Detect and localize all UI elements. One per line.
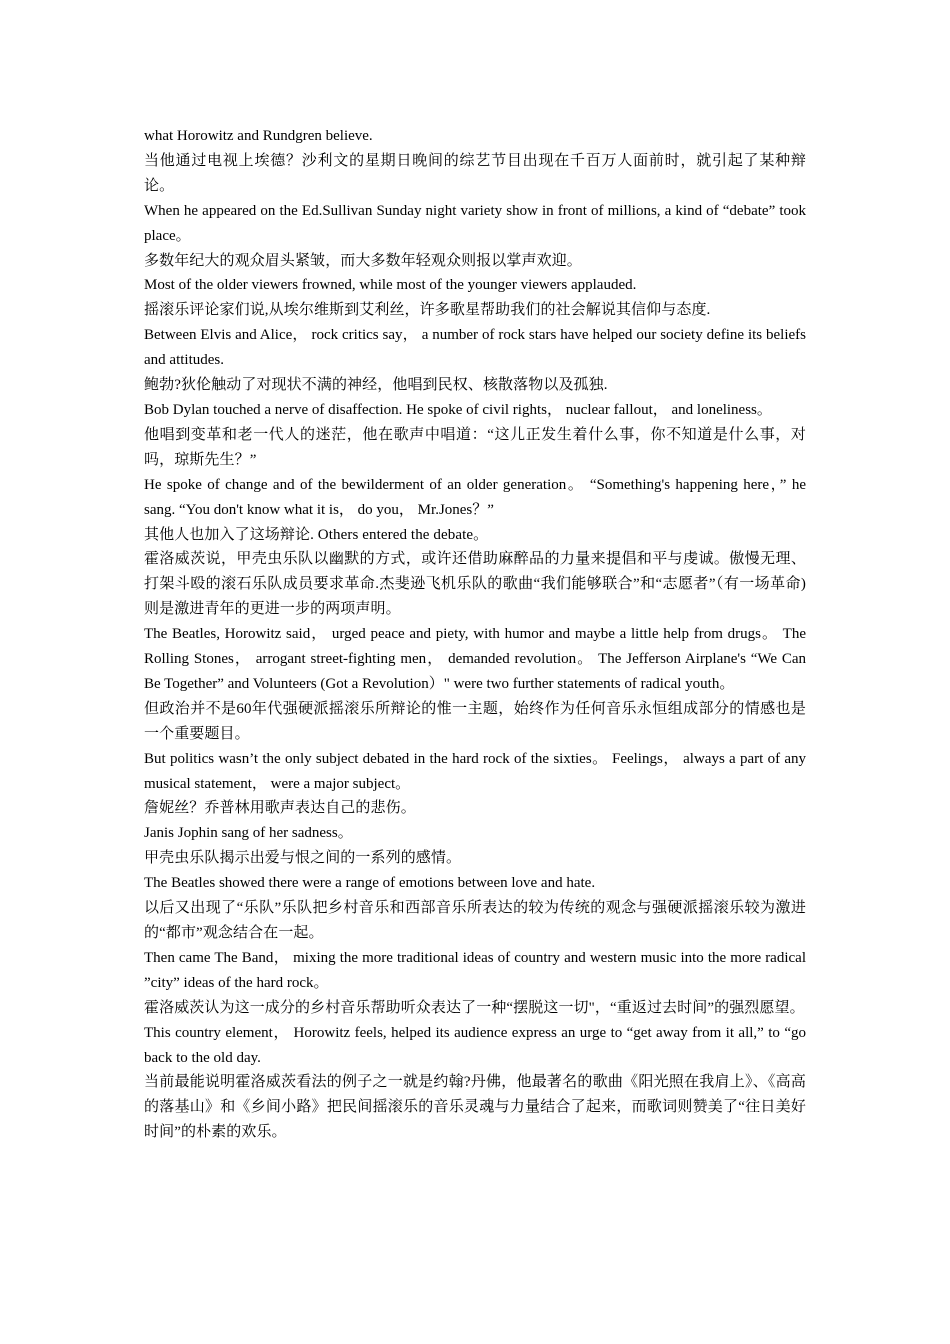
paragraph: 以后又出现了“乐队”乐队把乡村音乐和西部音乐所表达的较为传统的观念与强硬派摇滚乐较为激进的“都市”观念结合在一起。	[144, 900, 806, 941]
document-body	[144, 124, 806, 1145]
paragraph: what Horowitz and Rundgren believe.	[144, 128, 373, 144]
paragraph: Bob Dylan touched a nerve of disaffection. He spoke of civil rights， nuclear fallout， and loneliness。	[144, 401, 772, 418]
paragraph: Most of the older viewers frowned, while most of the younger viewers applauded.	[144, 277, 637, 294]
paragraph: 鲍勃?狄伦触动了对现状不满的神经，他唱到民权、核散落物以及孤独.	[144, 377, 608, 394]
paragraph: 摇滚乐评论家们说,从埃尔维斯到艾利丝，许多歌星帮助我们的社会解说其信仰与态度.	[144, 302, 711, 319]
paragraph: He spoke of change and of the bewilderment of an older generation。 “Something's happening here，” he sang. “You don't know what it is， do you， Mr.Jones？”	[144, 476, 806, 518]
paragraph: 多数年纪大的观众眉头紧皱，而大多数年轻观众则报以掌声欢迎。	[144, 252, 582, 269]
paragraph: 当他通过电视上埃德？沙利文的星期日晚间的综艺节目出现在千百万人面前时，就引起了某种辩论。	[144, 152, 806, 194]
paragraph: When he appeared on the Ed.Sullivan Sunday night variety show in front of millions, a kind of “debate” took place。	[144, 202, 806, 244]
paragraph: 他唱到变革和老一代人的迷茫，他在歌声中唱道：“这儿正发生着什么事，你不知道是什么事，对吗，琼斯先生？”	[144, 426, 806, 468]
paragraph: But politics wasn’t the only subject debated in the hard rock of the sixties。 Feelings， always a part of any musical statement， were a major subject。	[144, 750, 806, 792]
paragraph: 霍洛威茨说，甲壳虫乐队以幽默的方式，或许还借助麻醉品的力量来提倡和平与虔诚。傲慢无理、打架斗殴的滚石乐队成员要求革命.杰斐逊飞机乐队的歌曲“我们能够联合”和“志愿者”（有一场革命)则是激进青年的更进一步的两项声明。	[144, 551, 806, 618]
paragraph: 霍洛威茨认为这一成分的乡村音乐帮助听众表达了一种“摆脱这一切"，“重返过去时间”的强烈愿望。	[144, 999, 805, 1016]
paragraph: 其他人也加入了这场辩论. Others entered the debate。	[144, 526, 489, 543]
paragraph: 甲壳虫乐队揭示出爱与恨之间的一系列的感情。	[144, 850, 462, 867]
paragraph: Between Elvis and Alice， rock critics say， a number of rock stars have helped our society define its beliefs and attitudes.	[144, 327, 806, 369]
paragraph: 詹妮丝？乔普林用歌声表达自己的悲伤。	[144, 800, 416, 817]
paragraph: Then came The Band， mixing the more traditional ideas of country and western music into the more radical ”city” ideas of the hard rock。	[144, 949, 806, 991]
paragraph: 当前最能说明霍洛威茨看法的例子之一就是约翰?丹佛，他最著名的歌曲《阳光照在我肩上》、《高高的落基山》和《乡间小路》把民间摇滚乐的音乐灵魂与力量结合了起来，而歌词则赞美了“往日美好时间”的朴素的欢乐。	[144, 1074, 806, 1141]
paragraph: The Beatles, Horowitz said， urged peace and piety, with humor and maybe a little help from drugs。 The Rolling Stones， arrogant street-fighting men， demanded revolution。 The Jefferson Airplane's “We Can Be Together” and Volunteers (Got a Revolution）" were two further statements of radical youth。	[144, 626, 806, 692]
paragraph: The Beatles showed there were a range of emotions between love and hate.	[144, 875, 596, 892]
paragraph: Janis Jophin sang of her sadness。	[144, 825, 353, 842]
paragraph: This country element， Horowitz feels, helped its audience express an urge to “get away from it all,” to “go back to the old day.	[144, 1024, 806, 1066]
paragraph: 但政治并不是60年代强硬派摇滚乐所辩论的惟一主题，始终作为任何音乐永恒组成部分的情感也是一个重要题目。	[144, 700, 806, 742]
